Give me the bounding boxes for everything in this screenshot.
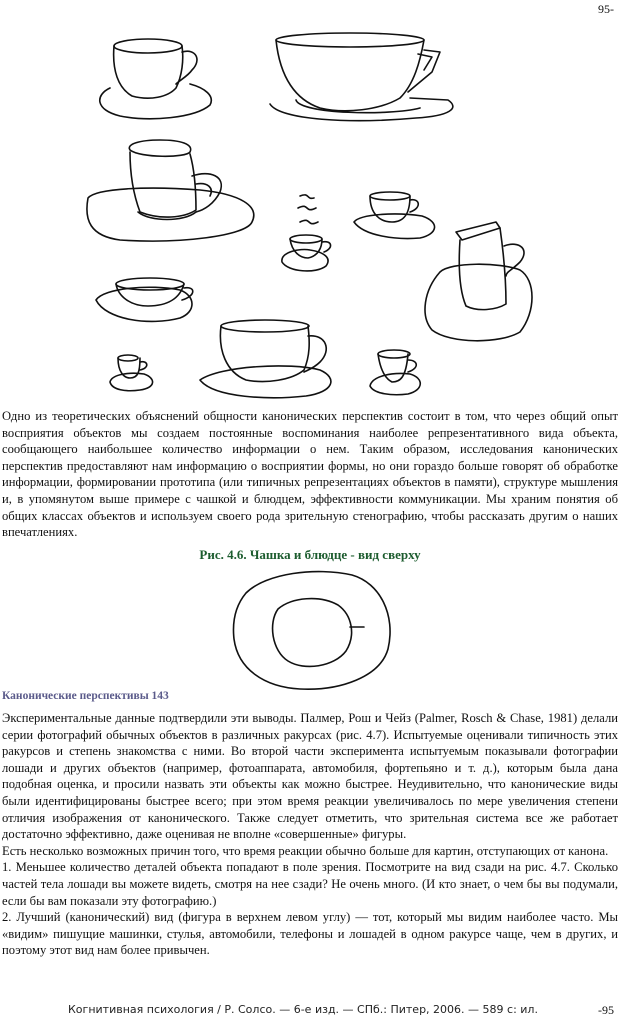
text-body bbox=[2, 710, 618, 959]
page-number-top: 95- bbox=[598, 2, 614, 16]
paragraph-reasons: Есть несколько возможных причин того, что время реакции обычно больше для картин, отступающих от канона. bbox=[2, 843, 609, 858]
paragraph-canonical-explanation: Одно из теоретических объяснений общности канонических перспектив состоит в том, что через общий опыт восприятия объектов мы создаем постоянные воспоминания наиболее репрезентативного вида объекта, сообщающего наибольшее количество информации о нем. Таким образом, исследования канонических перспектив предоставляют нам информацию о восприятии формы, но они гораздо больше говорят об обработке информации, формировании прототипа (или типичных репрезентациях объектов в памяти), структуре мышления и, в упомянутом выше примере с чашкой и блюдцем, эффективности коммуникации. Мы храним понятия об общих классах объектов и используем своего рода зрительную стенографию, чтобы рассказать другим о наших впечатлениях. bbox=[2, 409, 618, 540]
cup-drawing-6 bbox=[425, 222, 532, 341]
section-heading: Канонические перспективы 143 bbox=[2, 690, 169, 702]
cup-drawing-10 bbox=[370, 350, 420, 395]
page-number-bottom: -95 bbox=[598, 1003, 614, 1017]
cup-rim-outline bbox=[273, 599, 352, 667]
figure-caption: Рис. 4.6. Чашка и блюдце - вид сверху bbox=[199, 547, 421, 562]
cup-drawing-7 bbox=[96, 278, 193, 321]
cup-drawing-8 bbox=[110, 355, 153, 391]
saucer-outline bbox=[234, 572, 391, 690]
footer-citation: Когнитивная психология / Р. Солсо. — 6-е изд. — СПб.: Питер, 2006. — 589 с: ил. bbox=[68, 1003, 538, 1016]
cup-drawing-3 bbox=[87, 140, 254, 241]
cup-drawing-9 bbox=[200, 320, 331, 398]
cup-drawings-figure bbox=[0, 0, 620, 400]
cup-drawing-1 bbox=[100, 39, 212, 119]
cup-saucer-top-view-figure bbox=[0, 565, 620, 695]
paragraph-reason-2: 2. Лучший (канонический) вид (фигура в верхнем левом углу) — тот, который мы видим наиболее часто. Мы «видим» пишущие машинки, стулья, автомобили, телефоны и лошадей в одном ракурсе чаще, чем в других, и поэтому этот вид нам более привычен. bbox=[2, 910, 618, 958]
text-paragraph-intro bbox=[2, 408, 618, 541]
cup-drawing-5 bbox=[354, 192, 435, 238]
paragraph-reason-1: 1. Меньшее количество деталей объекта попадают в поле зрения. Посмотрите на вид сзади на рис. 4.7. Сколько частей тела лошади вы можете видеть, смотря на нее сзади? Не очень много. (И кто знает, о чем бы вы подумали, если бы вам показали эту фотографию.) bbox=[2, 860, 618, 908]
cup-drawing-4 bbox=[282, 195, 331, 271]
paragraph-experiment: Экспериментальные данные подтвердили эти выводы. Палмер, Рош и Чейз (Palmer, Rosch & Chase, 1981) делали серии фотографий обычных объектов в различных ракурсах (рис. 4.7). Испытуемые оценивали типичность этих ракурсов и степень знакомства с ними. Во второй части эксперимента испытуемым показывали фотографии лошади и других объектов (например, фотоаппарата, автомобиля, фортепьяно и т. д.), которым была дана подобная оценка, и просили назвать эти объекты как можно быстрее. Неудивительно, что канонические виды были идентифицированы быстрее всего; при этом время реакции увеличивалось по мере увеличения степени отличия изображения от канонического. Также следует отметить, что зрительная система все же работает достаточно эффективно, даже оценивая не вполне «совершенные» фигуры. bbox=[2, 711, 618, 842]
cup-drawing-2 bbox=[270, 33, 453, 121]
